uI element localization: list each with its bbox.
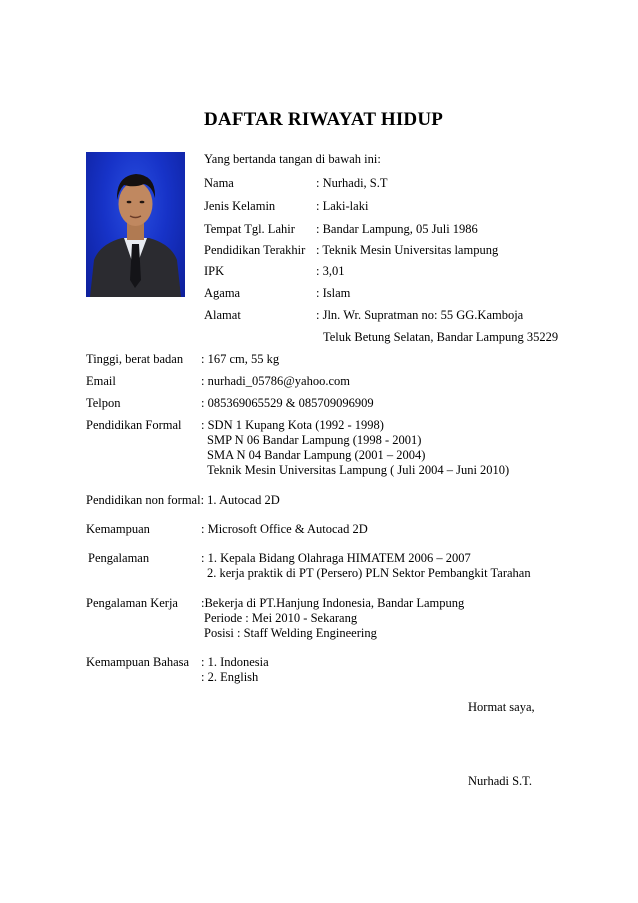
label-alamat: Alamat — [204, 308, 241, 322]
label-pengalaman-kerja: Pengalaman Kerja — [86, 596, 178, 610]
bahasa-line: : 1. Indonesia — [201, 655, 269, 669]
label-kemampuan: Kemampuan — [86, 522, 150, 536]
closing-greeting: Hormat saya, — [468, 700, 535, 714]
label-tempat-tgl-lahir: Tempat Tgl. Lahir — [204, 222, 295, 236]
page-title: DAFTAR RIWAYAT HIDUP — [204, 109, 444, 130]
label-ipk: IPK — [204, 264, 225, 278]
pendidikan-non-formal: Pendidikan non formal: 1. Autocad 2D — [86, 493, 280, 507]
pengalaman-line: : 1. Kepala Bidang Olahraga HIMATEM 2006 – 2007 — [201, 551, 471, 565]
value-tempat-tgl-lahir: : Bandar Lampung, 05 Juli 1986 — [316, 222, 478, 236]
value-agama: : Islam — [316, 286, 351, 300]
label-jenis-kelamin: Jenis Kelamin — [204, 199, 276, 213]
kerja-line: :Bekerja di PT.Hanjung Indonesia, Bandar Lampung — [201, 596, 465, 610]
label-kemampuan-bahasa: Kemampuan Bahasa — [86, 655, 190, 669]
formal-line: SMP N 06 Bandar Lampung (1998 - 2001) — [207, 433, 422, 447]
value-nama: : Nurhadi, S.T — [316, 176, 388, 190]
kerja-line: Posisi : Staff Welding Engineering — [204, 626, 377, 640]
label-nama: Nama — [204, 176, 234, 190]
closing-name: Nurhadi S.T. — [468, 774, 532, 788]
value-kemampuan: : Microsoft Office & Autocad 2D — [201, 522, 368, 536]
value-telpon: : 085369065529 & 085709096909 — [201, 396, 374, 410]
label-agama: Agama — [204, 286, 241, 300]
label-email: Email — [86, 374, 116, 388]
person-silhouette-icon — [86, 152, 185, 297]
formal-line: : SDN 1 Kupang Kota (1992 - 1998) — [201, 418, 384, 432]
label-telpon: Telpon — [86, 396, 121, 410]
label-pendidikan-terakhir: Pendidikan Terakhir — [204, 243, 306, 257]
value-alamat-cont: Teluk Betung Selatan, Bandar Lampung 35229 — [323, 330, 559, 344]
value-ipk: : 3,01 — [316, 264, 345, 278]
formal-line: Teknik Mesin Universitas Lampung ( Juli 2004 – Juni 2010) — [207, 463, 510, 477]
pengalaman-line: 2. kerja praktik di PT (Persero) PLN Sektor Pembangkit Tarahan — [207, 566, 531, 580]
intro-text: Yang bertanda tangan di bawah ini: — [204, 152, 381, 166]
formal-line: SMA N 04 Bandar Lampung (2001 – 2004) — [207, 448, 426, 462]
bahasa-line: : 2. English — [201, 670, 259, 684]
profile-photo — [86, 152, 185, 297]
value-pendidikan-terakhir: : Teknik Mesin Universitas lampung — [316, 243, 499, 257]
kerja-line: Periode : Mei 2010 - Sekarang — [204, 611, 358, 625]
label-pengalaman: Pengalaman — [88, 551, 150, 565]
value-tinggi-berat: : 167 cm, 55 kg — [201, 352, 280, 366]
value-alamat: : Jln. Wr. Supratman no: 55 GG.Kamboja — [316, 308, 524, 322]
value-email: : nurhadi_05786@yahoo.com — [201, 374, 350, 388]
label-pendidikan-formal: Pendidikan Formal — [86, 418, 182, 432]
value-jenis-kelamin: : Laki-laki — [316, 199, 369, 213]
label-tinggi-berat: Tinggi, berat badan — [86, 352, 184, 366]
